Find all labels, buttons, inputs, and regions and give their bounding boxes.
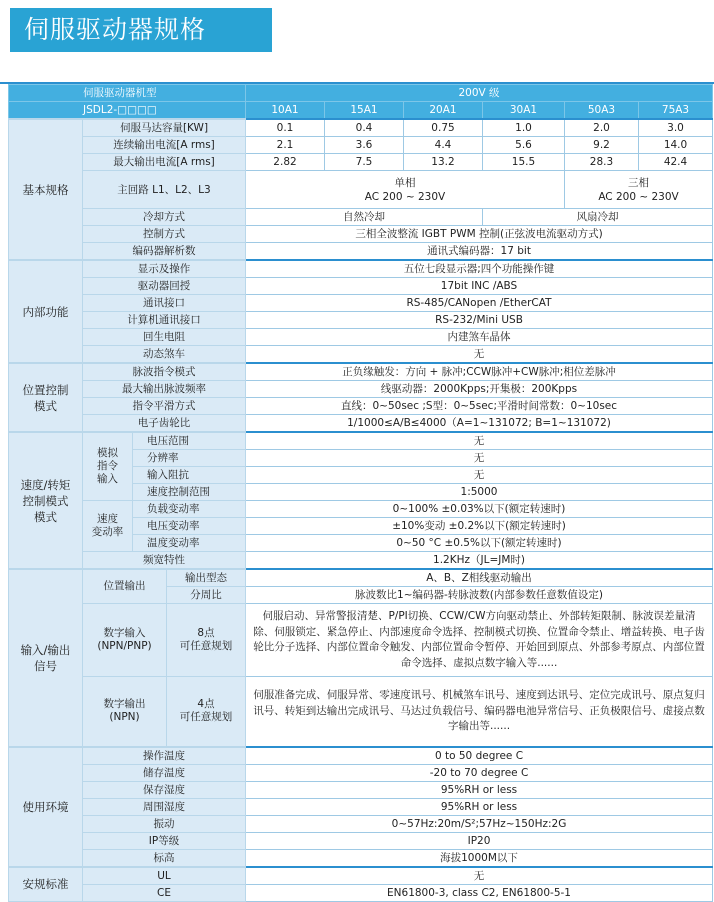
category-position	[9, 363, 83, 432]
digital-output-functions: 伺服准备完成、伺服异常、零速度讯号、机械煞车讯号、速度到达讯号、定位完成讯号、原点复归讯号、转矩到达输出完成讯号、马达过负载信号、编码器电池异常信号、正负极限信号、虚接点数字输出等......	[246, 677, 713, 747]
cell: 正负缘触发：方向 + 脉冲;CCW脉冲+CW脉冲;相位差脉冲	[246, 363, 713, 381]
cell: ±10%变动 ±0.2%以下(额定转速时)	[246, 518, 713, 535]
cell: 线驱动器：2000Kpps;开集极：200Kpps	[246, 381, 713, 398]
cell: 直线：0~50sec ;S型：0~5sec;平滑时间常数：0~10sec	[246, 398, 713, 415]
model-20a1: 20A1	[404, 102, 483, 120]
row-label: 负载变动率	[133, 501, 246, 518]
three-phase-label: 三相	[628, 176, 650, 189]
three-phase-voltage: AC 200 ~ 230V	[598, 190, 679, 203]
row-label: 脉波指令模式	[83, 363, 246, 381]
row-label: 驱动器回授	[83, 278, 246, 295]
analog-group-label: 模拟 指令 输入	[97, 447, 118, 485]
model-10a1: 10A1	[246, 102, 325, 120]
model-code: JSDL2-□□□□	[9, 102, 246, 120]
row-label: 电压变动率	[133, 518, 246, 535]
cell: 5.6	[483, 137, 565, 154]
single-phase-cell	[246, 171, 565, 209]
cell: 17bit INC /ABS	[246, 278, 713, 295]
row-label: 显示及操作	[83, 260, 246, 278]
model-50a3: 50A3	[565, 102, 639, 120]
row-label: 标高	[83, 849, 246, 867]
category-line: 模式	[34, 398, 57, 413]
row-label: 保存湿度	[83, 781, 246, 798]
model-30a1: 30A1	[483, 102, 565, 120]
digital-output-text: 数字输出 (NPN)	[103, 698, 146, 724]
cell: 13.2	[404, 154, 483, 171]
cell: 1.2KHz（JL=JM时)	[246, 552, 713, 570]
cooling-natural: 自然冷却	[246, 209, 483, 226]
cell: 0.1	[246, 119, 325, 137]
three-phase-cell	[565, 171, 713, 209]
cell: 无	[246, 432, 713, 450]
cell: RS-232/Mini USB	[246, 312, 713, 329]
cell: 0~50 °C ±0.5%以下(额定转速时)	[246, 535, 713, 552]
cell: 14.0	[639, 137, 713, 154]
cell: -20 to 70 degree C	[246, 764, 713, 781]
row-label: 频宽特性	[83, 552, 246, 570]
cell: 无	[246, 450, 713, 467]
category-line: 输入/输出	[20, 642, 71, 657]
cell: 无	[246, 467, 713, 484]
speed-variation-group	[83, 501, 133, 552]
row-label: 冷却方式	[83, 209, 246, 226]
row-label: 储存温度	[83, 764, 246, 781]
cell: 3.0	[639, 119, 713, 137]
category-io	[9, 569, 83, 747]
row-label: 连续输出电流[A rms]	[83, 137, 246, 154]
model-75a3: 75A3	[639, 102, 713, 120]
row-label: 通讯接口	[83, 295, 246, 312]
single-phase-voltage: AC 200 ~ 230V	[364, 190, 446, 203]
category-line: 信号	[34, 658, 57, 673]
cell: 海拔1000M以下	[246, 849, 713, 867]
category-safety: 安规标准	[9, 867, 83, 902]
cooling-fan: 风扇冷却	[483, 209, 713, 226]
analog-input-group	[83, 432, 133, 501]
digital-input-count	[167, 604, 246, 677]
row-label: 指令平滑方式	[83, 398, 246, 415]
category-line: 控制模式	[22, 493, 69, 508]
row-label: 控制方式	[83, 226, 246, 243]
cell: 三相全波整流 IGBT PWM 控制(正弦波电流驱动方式)	[246, 226, 713, 243]
category-line: 模式	[34, 509, 57, 524]
digital-input-count-text: 8点 可任意规划	[179, 627, 233, 652]
row-label: 主回路 L1、L2、L3	[83, 171, 246, 209]
category-speed-torque	[9, 432, 83, 569]
single-phase-label: 单相	[394, 176, 416, 189]
cell: 通讯式编码器：17 bit	[246, 243, 713, 261]
category-internal: 内部功能	[9, 260, 83, 363]
row-label: 动态煞车	[83, 346, 246, 364]
row-label: 电压范围	[133, 432, 246, 450]
digital-input-text: 数字输入 (NPN/PNP)	[97, 627, 152, 652]
row-label: 振动	[83, 815, 246, 832]
row-label: 回生电阻	[83, 329, 246, 346]
cell: 28.3	[565, 154, 639, 171]
cell: 0~100% ±0.03%以下(额定转速时)	[246, 501, 713, 518]
variation-group-label: 速度 变动率	[91, 513, 124, 538]
row-label: 计算机通讯接口	[83, 312, 246, 329]
cell: 0.75	[404, 119, 483, 137]
digital-output-count-text: 4点 可任意规划	[179, 698, 233, 724]
cell: 42.4	[639, 154, 713, 171]
position-output-label: 位置输出	[83, 569, 167, 604]
cell: 2.1	[246, 137, 325, 154]
row-label: UL	[83, 867, 246, 885]
cell: 1/1000≤A/B≤4000（A=1~131072; B=1~131072)	[246, 415, 713, 433]
row-label: 周围湿度	[83, 798, 246, 815]
row-label: 分辨率	[133, 450, 246, 467]
row-label: 最大输出电流[A rms]	[83, 154, 246, 171]
spec-table	[8, 84, 713, 902]
digital-input-functions: 伺服启动、异常警报清楚、P/PI切换、CCW/CW方向驱动禁止、外部转矩限制、脉波误差量清除、伺服锁定、紧急停止、内部速度命令选择、控制模式切换、位置命令禁止、增益转换、电子齿轮比分子选择、内部位置命令触发、内部位置命令暂停、开始回到原点、外部参考原点、内部位置命令选择、虚拟点数字输入等......	[246, 604, 713, 677]
category-line: 位置控制	[22, 382, 69, 397]
cell: 1:5000	[246, 484, 713, 501]
page-title: 伺服驱动器规格	[10, 8, 272, 52]
cell: 15.5	[483, 154, 565, 171]
row-label: 输入阻抗	[133, 467, 246, 484]
category-basic: 基本规格	[9, 119, 83, 260]
cell: 95%RH or less	[246, 781, 713, 798]
cell: 脉波数比1~编码器-转脉波数(内部参数任意数值设定)	[246, 587, 713, 604]
cell: 4.4	[404, 137, 483, 154]
category-environment: 使用环境	[9, 747, 83, 867]
cell: 无	[246, 346, 713, 364]
cell: 2.82	[246, 154, 325, 171]
row-label: 伺服马达容量[KW]	[83, 119, 246, 137]
model-label: 伺服驱动器机型	[9, 85, 246, 102]
cell: 0 to 50 degree C	[246, 747, 713, 765]
cell: 五位七段显示器;四个功能操作键	[246, 260, 713, 278]
row-label: 温度变动率	[133, 535, 246, 552]
model-15a1: 15A1	[325, 102, 404, 120]
row-label: 电子齿轮比	[83, 415, 246, 433]
cell: 3.6	[325, 137, 404, 154]
cell: 9.2	[565, 137, 639, 154]
digital-output-label	[83, 677, 167, 747]
row-label: IP等级	[83, 832, 246, 849]
category-line: 速度/转矩	[20, 477, 71, 492]
row-label: 编码器解析数	[83, 243, 246, 261]
cell: 95%RH or less	[246, 798, 713, 815]
cell: EN61800-3, class C2, EN61800-5-1	[246, 884, 713, 901]
row-label: 分周比	[167, 587, 246, 604]
row-label: CE	[83, 884, 246, 901]
digital-input-label	[83, 604, 167, 677]
row-label: 最大输出脉波频率	[83, 381, 246, 398]
row-label: 输出型态	[167, 569, 246, 587]
cell: 7.5	[325, 154, 404, 171]
row-label: 速度控制范围	[133, 484, 246, 501]
cell: 0.4	[325, 119, 404, 137]
cell: IP20	[246, 832, 713, 849]
cell: A、B、Z相线驱动输出	[246, 569, 713, 587]
cell: 无	[246, 867, 713, 885]
cell: 2.0	[565, 119, 639, 137]
digital-output-count	[167, 677, 246, 747]
voltage-class: 200V 级	[246, 85, 713, 102]
cell: 1.0	[483, 119, 565, 137]
cell: RS-485/CANopen /EtherCAT	[246, 295, 713, 312]
cell: 内建煞车晶体	[246, 329, 713, 346]
row-label: 操作温度	[83, 747, 246, 765]
cell: 0~57Hz:20m/S²;57Hz~150Hz:2G	[246, 815, 713, 832]
